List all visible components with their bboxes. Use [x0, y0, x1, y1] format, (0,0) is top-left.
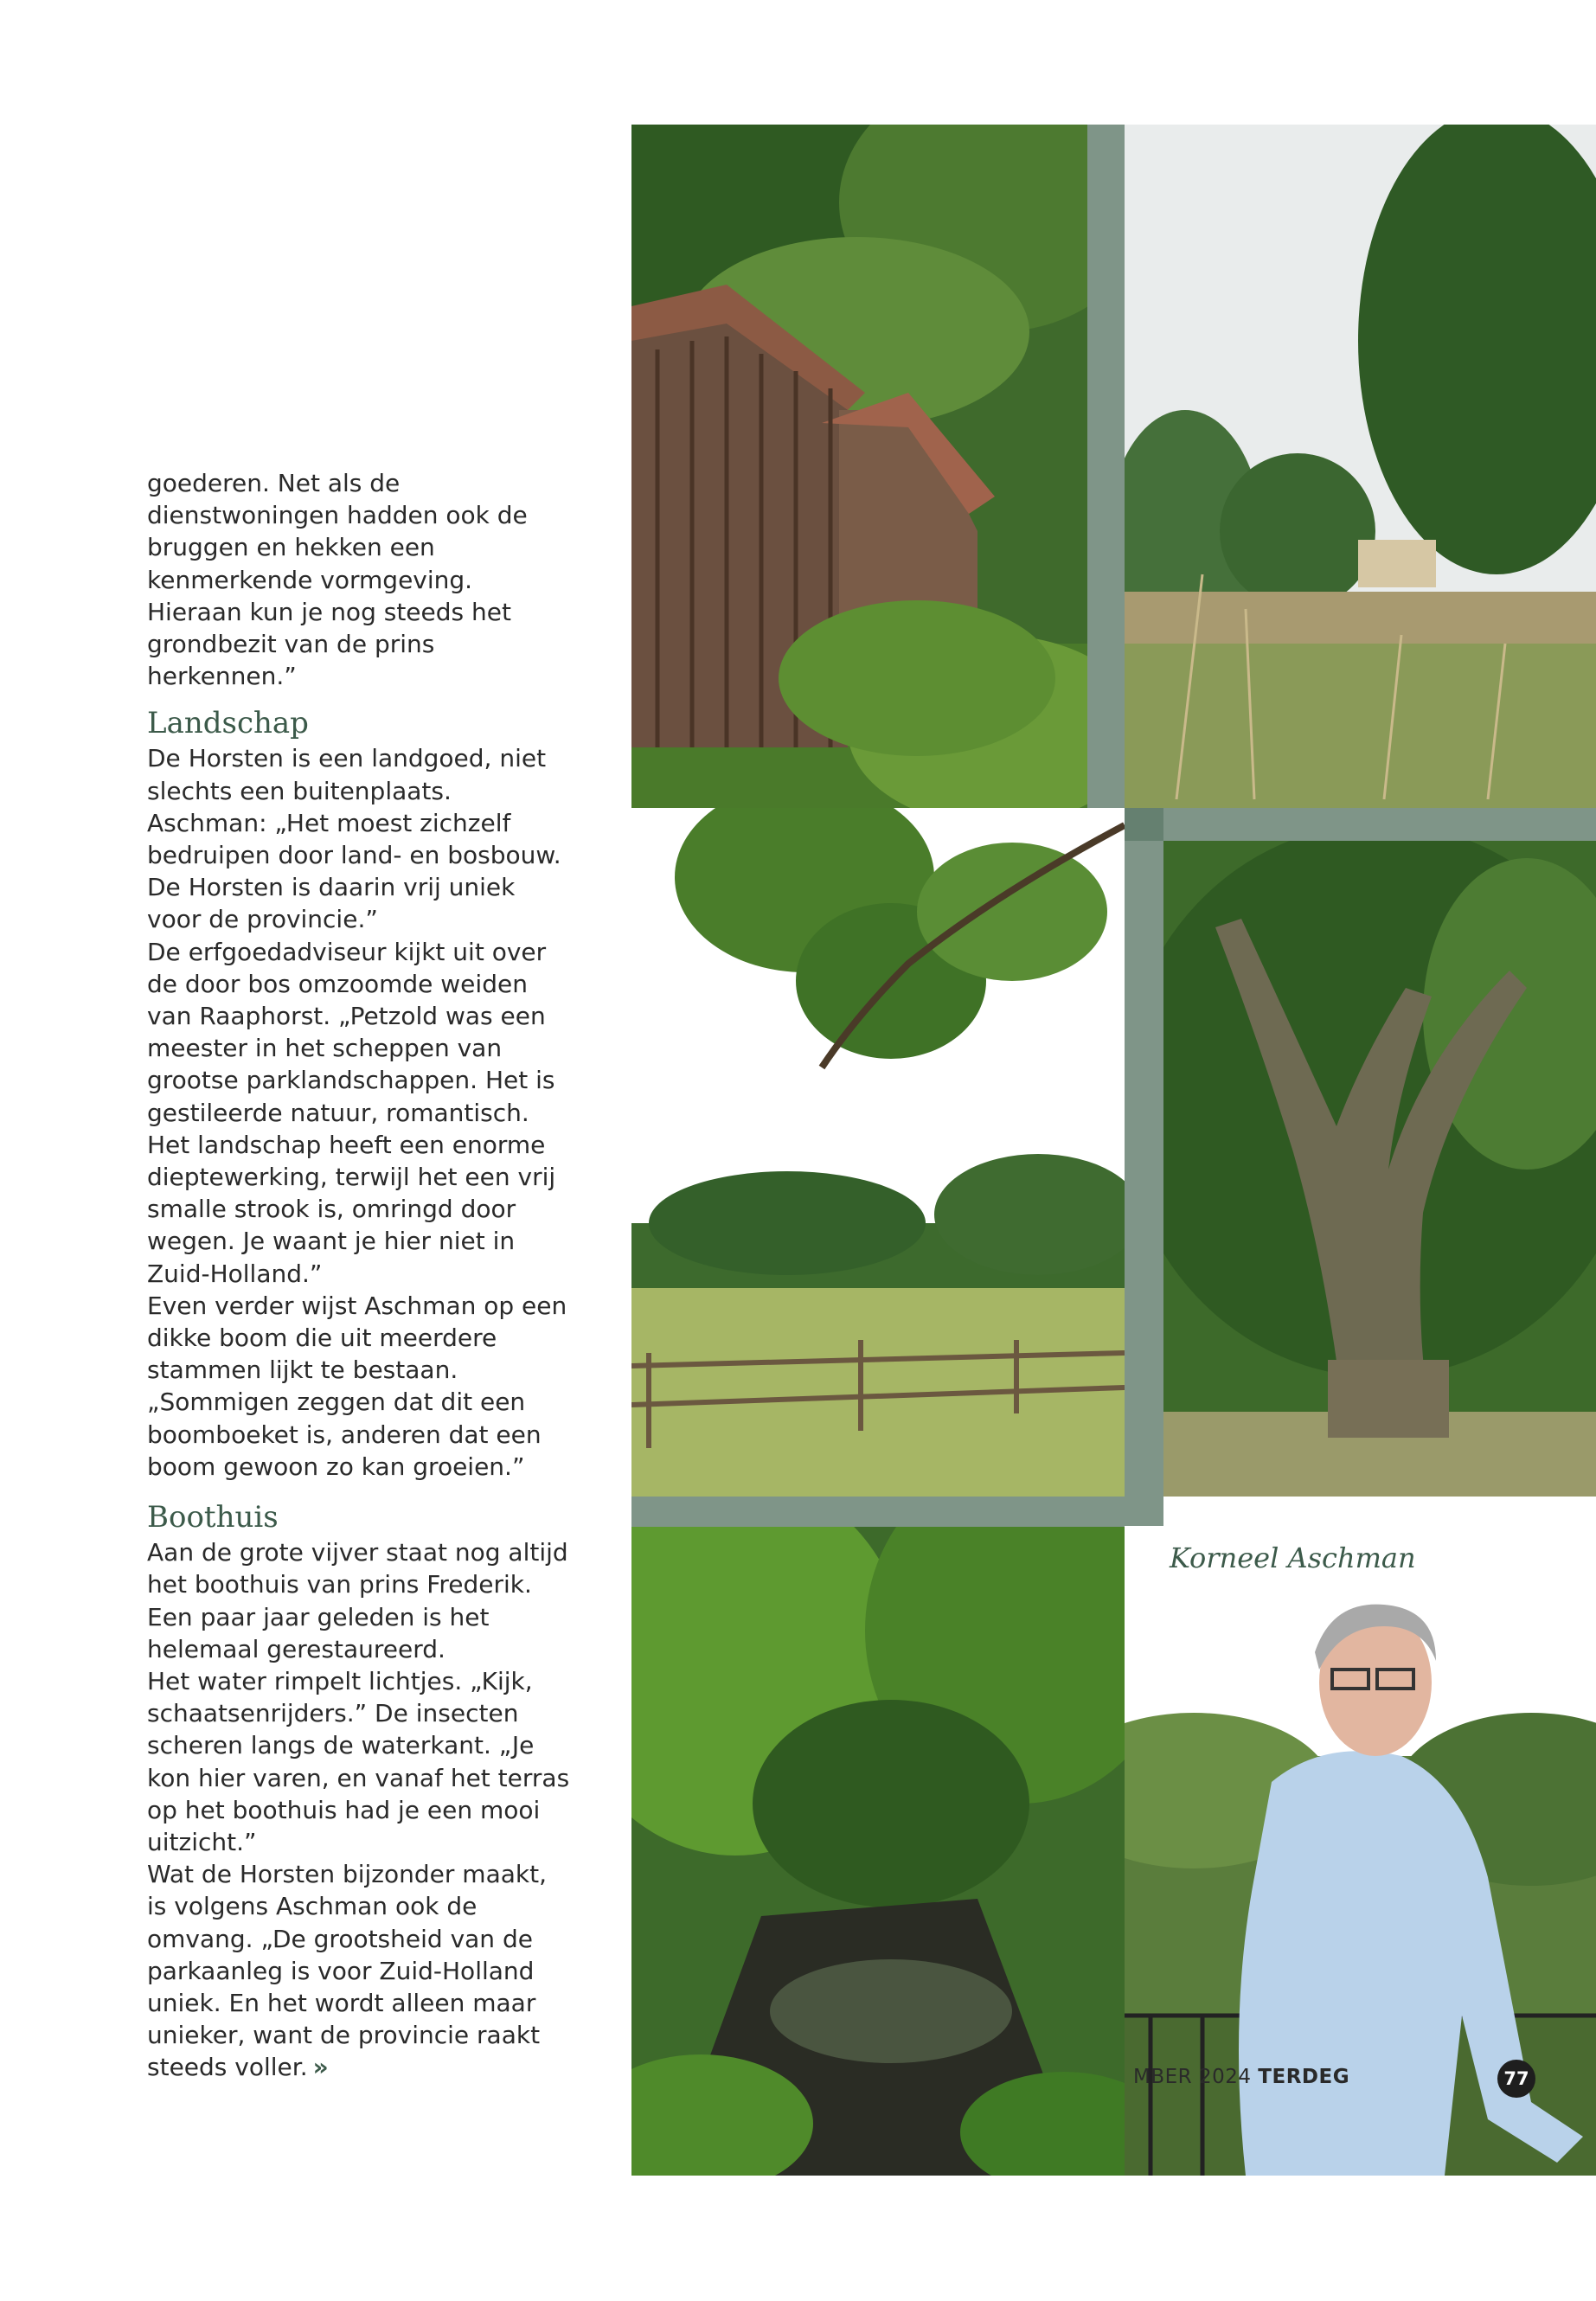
paragraph: Aan de grote vijver staat nog altijd het boothuis van prins Frederik. Een paar jaar geleden is het helemaal gerestaureerd.	[147, 1538, 568, 1663]
page-number: 77	[1497, 2060, 1535, 2098]
paragraph: Het water rimpelt lichtjes. „Kijk, schaatsenrijders.” De insecten scheren langs de waterkant. „Je kon hier varen, en vanaf het terras op het boothuis had je een mooi uitzicht.”	[147, 1666, 570, 1856]
section-heading-landschap: Landschap	[147, 706, 309, 741]
magazine-name: TERDEG	[1258, 2066, 1350, 2088]
decorative-band	[631, 1497, 1125, 1527]
continue-arrow-icon: »	[312, 2053, 324, 2082]
photo-wooden-barns	[631, 125, 1087, 808]
photo-field-mansion	[1125, 125, 1596, 808]
paragraph: De Horsten is een landgoed, niet slechts een buitenplaats. Aschman: „Het moest zichzelf bedruipen door land- en bosbouw. De Horsten is daarin vrij uniek voor de provincie.”	[147, 744, 561, 934]
photo-meadow-fence	[631, 808, 1125, 1497]
decorative-band	[1125, 808, 1596, 841]
article-column	[147, 467, 571, 2084]
page-footer	[1133, 2066, 1349, 2088]
decorative-band	[1087, 125, 1125, 808]
photo-multistem-tree	[1163, 841, 1596, 1497]
paragraph-last-text: Wat de Horsten bijzonder maakt, is volgens Aschman ook de omvang. „De grootsheid van de parkaanleg is voor Zuid-Holland uniek. En het wordt alleen maar unieker, want de provincie raakt steeds voller.	[147, 1860, 547, 2082]
paragraph: De erfgoedadviseur kijkt uit over de door bos omzoomde weiden van Raaphorst. „Petzold was een meester in het scheppen van grootse parklandschappen. Het is gestileerde natuur, romantisch. Het landschap heeft een enorme dieptewerking, terwijl het een vrij smalle strook is, omringd door wegen. Je waant je hier niet in Zuid-Holland.”	[147, 937, 556, 1288]
photo-caption: Korneel Aschman	[1170, 1541, 1416, 1574]
photo-creek	[631, 1527, 1125, 2176]
section-heading-boothuis: Boothuis	[147, 1500, 279, 1535]
intro-paragraph: goederen. Net als de dienstwoningen hadden ook de bruggen en hekken een kenmerkende vormgeving. Hieraan kun je nog steeds het grondbezit van de prins herkennen.”	[147, 469, 528, 691]
paragraph-last	[147, 1858, 571, 2083]
paragraph: Even verder wijst Aschman op een dikke boom die uit meerdere stammen lijkt te bestaan. „Sommigen zeggen dat dit een boomboeket is, anderen dat een boom gewoon zo kan groeien.”	[147, 1291, 567, 1481]
decorative-band	[1125, 808, 1163, 1526]
issue-date: MBER 2024	[1133, 2066, 1252, 2088]
